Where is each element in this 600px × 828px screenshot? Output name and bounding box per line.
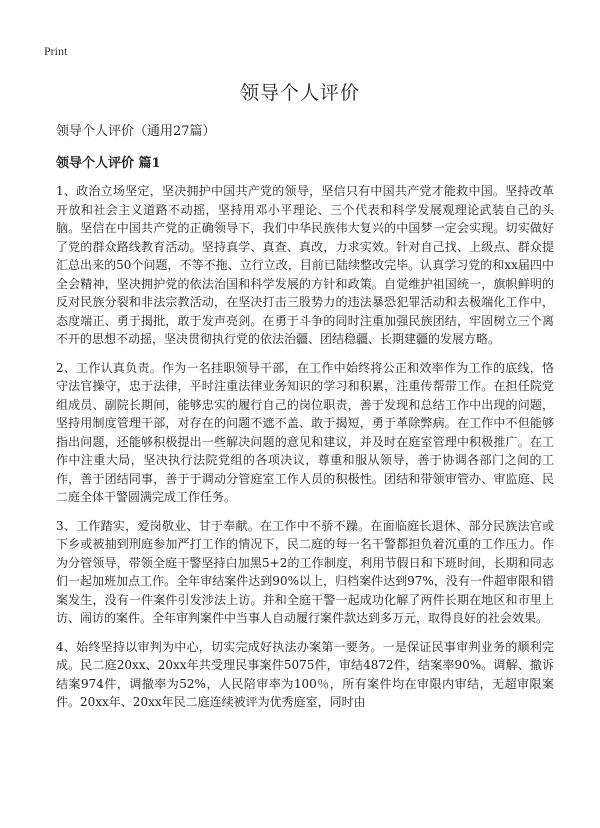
document-body bbox=[56, 182, 554, 722]
paragraph-1: 1、政治立场坚定，坚决拥护中国共产党的领导，坚信只有中国共产党才能救中国。坚持改革开放和社会主义道路不动摇，坚持用邓小平理论、三个代表和科学发展观理论武装自己的头脑。坚信在中国共产党的正确领导下，我们中华民族伟大复兴的中国梦一定会实现。切实做好了党的群众路线教育活动。坚持真学、真查、真改，力求实效。针对自己找、上级点、群众提汇总出来的50个问题，不等不拖、立行立改，目前已陆续整改完毕。认真学习党的和xx届四中全会精神，坚决拥护党的依法治国和科学发展的方针和政策。自觉维护祖国统一，旗帜鲜明的反对民族分裂和非法宗教活动，在坚决打击三股势力的违法暴恐犯罪活动和去极端化工作中，态度端正、勇于揭批，敢于发声亮剑。在勇于斗争的同时注重加强民族团结，牢固树立三个离不开的思想不动摇，坚决贯彻执行党的依法治疆、团结稳疆、长期建疆的发展方略。 bbox=[56, 184, 554, 346]
section-heading: 领导个人评价 篇1 bbox=[56, 156, 161, 171]
print-link[interactable]: Print bbox=[44, 44, 68, 58]
paragraph-3: 3、工作踏实，爱岗敬业、甘于奉献。在工作中不骄不躁。在面临庭长退休、部分民族法官或下乡或被抽到刑庭参加严打工作的情况下，民二庭的每一名干警都担负着沉重的工作压力。作为分管领导，带领全庭干警坚持白加黑5+2的工作制度，利用节假日和下班时间，长期和同志们一起加班加点工作。全年审结案件达到90%以上，归档案件达到97%，没有一件超审限和错案发生，没有一件案件引发涉法上访。并和全庭干警一起成功化解了两件长期在地区和市里上访、闹访的案件。全年审判案件中当事人自动履行案件款达到多万元，取得良好的社会效果。 bbox=[56, 518, 554, 625]
paragraph-2: 2、工作认真负责。作为一名挂职领导干部，在工作中始终将公正和效率作为工作的底线，恪守法官操守，忠于法律，平时注重法律业务知识的学习和积累，注重传帮带工作。在担任院党组成员、副院长期间，能够忠实的履行自己的岗位职责，善于发现和总结工作中出现的问题，坚持用制度管理干部，对存在的问题不遮不盖、敢于揭短，勇于革除弊病。在工作中不但能够指出问题，还能够积极提出一些解决问题的意见和建议，并及时在庭室管理中积极推广。在工作中注重大局，坚决执行法院党组的各项决议，尊重和服从领导，善于协调各部门之间的工作，善于团结同事，善于于调动分管庭室工作人员的积极性。团结和带领审管办、审监庭、民二庭全体干警圆满完成工作任务。 bbox=[56, 360, 554, 504]
document-subtitle: 领导个人评价（通用27篇） bbox=[56, 124, 216, 139]
paragraph-4: 4、始终坚持以审判为中心，切实完成好执法办案第一要务。一是保证民事审判业务的顺利完成。民二庭20xx、20xx年共受理民事案件5075件，审结4872件，结案率90%。调解、撤诉结案974件，调撤率为52%，人民陪审率为100％，所有案件均在审限内审结，无超审限案件。20xx年、20xx年民二庭连续被评为优秀庭室，同时由 bbox=[56, 639, 554, 709]
document-title: 领导个人评价 bbox=[239, 82, 360, 104]
